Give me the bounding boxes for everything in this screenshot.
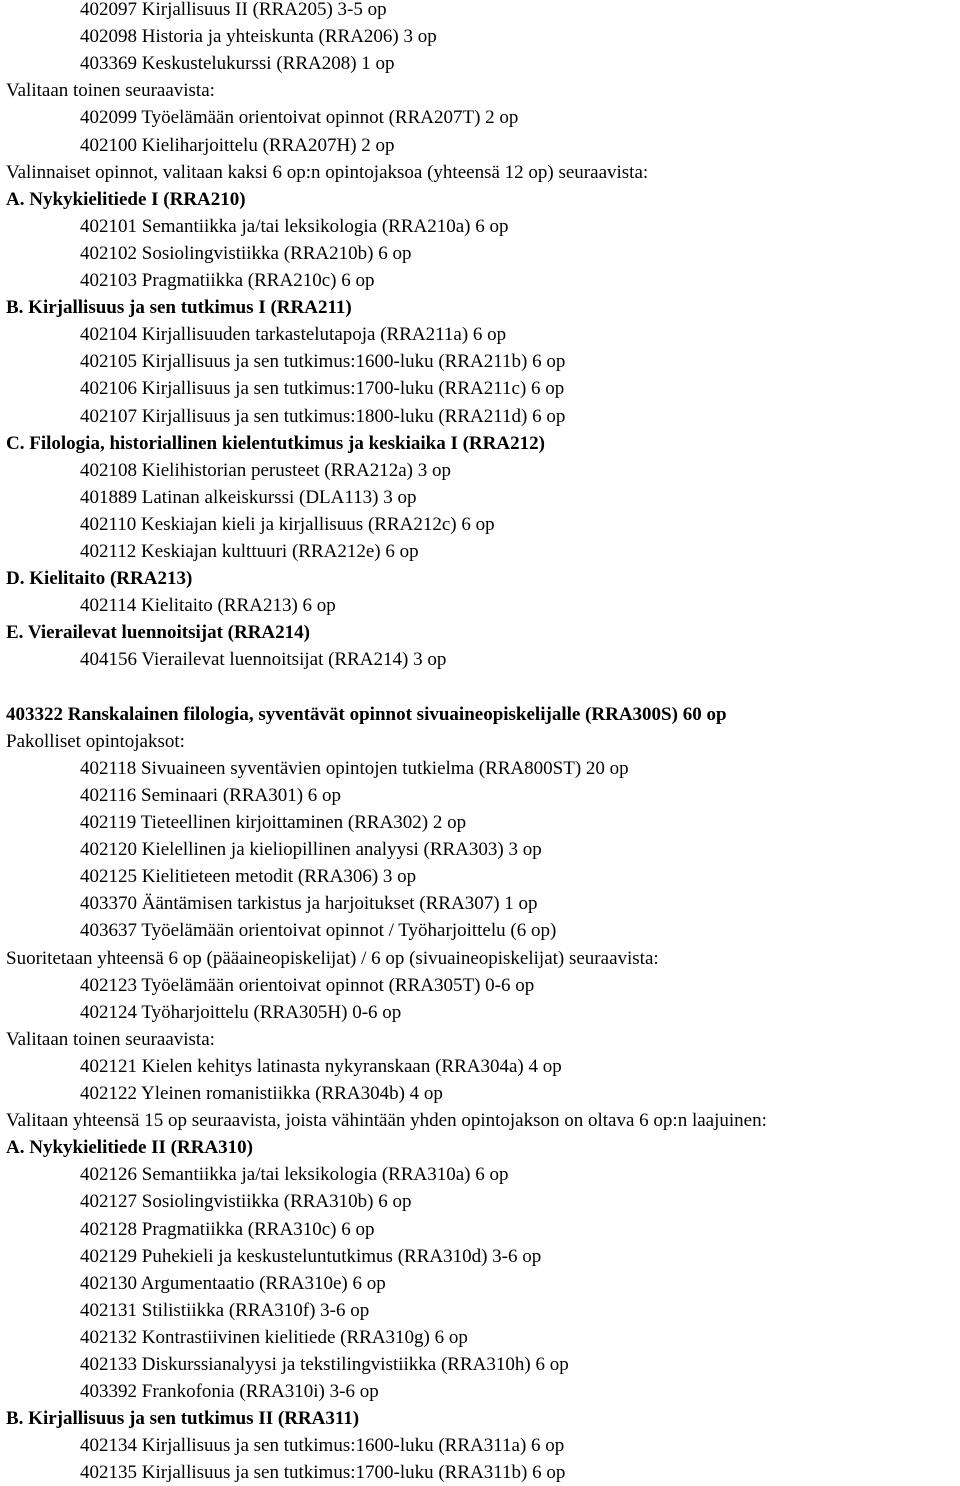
section-heading: E. Vierailevat luennoitsijat (RRA214)	[6, 622, 310, 644]
instruction-line: Suoritetaan yhteensä 6 op (pääaineopiskelijat) / 6 op (sivuaineopiskelijat) seuraavista:	[6, 947, 659, 969]
course-line: 402100 Kieliharjoittelu (RRA207H) 2 op	[80, 134, 395, 156]
course-line: 402135 Kirjallisuus ja sen tutkimus:1700-luku (RRA311b) 6 op	[80, 1462, 566, 1484]
instruction-line: Valitaan yhteensä 15 op seuraavista, joista vähintään yhden opintojakson on oltava 6 op:n laajuinen:	[6, 1110, 767, 1132]
course-line: 402125 Kielitieteen metodit (RRA306) 3 op	[80, 866, 417, 888]
course-line: 403369 Keskustelukurssi (RRA208) 1 op	[80, 53, 395, 75]
course-line: 403637 Työelämään orientoivat opinnot / Työharjoittelu (6 op)	[80, 920, 557, 942]
course-line: 402127 Sosiolingvistiikka (RRA310b) 6 op	[80, 1191, 412, 1213]
course-line: 402108 Kielihistorian perusteet (RRA212a) 3 op	[80, 459, 451, 481]
course-line: 402097 Kirjallisuus II (RRA205) 3-5 op	[80, 0, 387, 20]
course-line: 402102 Sosiolingvistiikka (RRA210b) 6 op	[80, 242, 412, 264]
section-heading: B. Kirjallisuus ja sen tutkimus II (RRA311)	[6, 1408, 360, 1430]
section-heading: B. Kirjallisuus ja sen tutkimus I (RRA211)	[6, 297, 352, 319]
section-heading: A. Nykykielitiede I (RRA210)	[6, 188, 246, 210]
course-line: 402128 Pragmatiikka (RRA310c) 6 op	[80, 1218, 375, 1240]
course-line: 402133 Diskurssianalyysi ja tekstilingvistiikka (RRA310h) 6 op	[80, 1354, 569, 1375]
course-line: 402114 Kielitaito (RRA213) 6 op	[80, 595, 336, 617]
course-line: 402123 Työelämään orientoivat opinnot (RRA305T) 0-6 op	[80, 974, 535, 996]
instruction-line: Valitaan toinen seuraavista:	[6, 80, 215, 102]
course-line: 402098 Historia ja yhteiskunta (RRA206) 3 op	[80, 26, 437, 48]
course-line: 402106 Kirjallisuus ja sen tutkimus:1700-luku (RRA211c) 6 op	[80, 378, 565, 400]
course-line: 402122 Yleinen romanistiikka (RRA304b) 4 op	[80, 1083, 443, 1104]
course-line: 402126 Semantiikka ja/tai leksikologia (RRA310a) 6 op	[80, 1164, 509, 1186]
course-line: 402134 Kirjallisuus ja sen tutkimus:1600-luku (RRA311a) 6 op	[80, 1435, 565, 1457]
course-line: 402103 Pragmatiikka (RRA210c) 6 op	[80, 270, 375, 291]
course-line: 402107 Kirjallisuus ja sen tutkimus:1800-luku (RRA211d) 6 op	[80, 405, 566, 427]
section-heading: A. Nykykielitiede II (RRA310)	[6, 1137, 253, 1159]
course-line: 402104 Kirjallisuuden tarkastelutapoja (RRA211a) 6 op	[80, 324, 507, 346]
course-line: 402112 Keskiajan kulttuuri (RRA212e) 6 op	[80, 541, 419, 562]
instruction-line: Pakolliset opintojaksot:	[6, 730, 185, 752]
course-line: 402118 Sivuaineen syventävien opintojen tutkielma (RRA800ST) 20 op	[80, 757, 629, 779]
course-line: 403392 Frankofonia (RRA310i) 3-6 op	[80, 1381, 379, 1403]
course-line: 402105 Kirjallisuus ja sen tutkimus:1600-luku (RRA211b) 6 op	[80, 351, 566, 373]
course-line: 402116 Seminaari (RRA301) 6 op	[80, 784, 342, 806]
course-line: 402120 Kielellinen ja kieliopillinen analyysi (RRA303) 3 op	[80, 839, 542, 861]
course-line: 402119 Tieteellinen kirjoittaminen (RRA302) 2 op	[80, 812, 467, 833]
instruction-line: Valitaan toinen seuraavista:	[6, 1028, 215, 1050]
instruction-line: Valinnaiset opinnot, valitaan kaksi 6 op:n opintojaksoa (yhteensä 12 op) seuraavista:	[6, 161, 649, 183]
course-line: 402101 Semantiikka ja/tai leksikologia (RRA210a) 6 op	[80, 215, 509, 237]
course-line: 401889 Latinan alkeiskurssi (DLA113) 3 op	[80, 486, 417, 508]
course-line: 402124 Työharjoittelu (RRA305H) 0-6 op	[80, 1001, 402, 1023]
course-line: 402099 Työelämään orientoivat opinnot (RRA207T) 2 op	[80, 107, 519, 129]
course-line: 404156 Vierailevat luennoitsijat (RRA214) 3 op	[80, 649, 447, 671]
course-line: 403370 Ääntämisen tarkistus ja harjoitukset (RRA307) 1 op	[80, 893, 538, 915]
section-heading: D. Kielitaito (RRA213)	[6, 568, 193, 590]
course-line: 402130 Argumentaatio (RRA310e) 6 op	[80, 1272, 386, 1294]
section-heading: C. Filologia, historiallinen kielentutkimus ja keskiaika I (RRA212)	[6, 432, 545, 454]
section-heading: 403322 Ranskalainen filologia, syventävät opinnot sivuaineopiskelijalle (RRA300S) 60 op	[6, 703, 727, 725]
course-line: 402110 Keskiajan kieli ja kirjallisuus (RRA212c) 6 op	[80, 513, 495, 535]
course-line: 402132 Kontrastiivinen kielitiede (RRA310g) 6 op	[80, 1326, 468, 1348]
course-line: 402129 Puhekieli ja keskusteluntutkimus (RRA310d) 3-6 op	[80, 1245, 542, 1267]
course-line: 402131 Stilistiikka (RRA310f) 3-6 op	[80, 1299, 370, 1321]
course-line: 402121 Kielen kehitys latinasta nykyranskaan (RRA304a) 4 op	[80, 1055, 562, 1077]
